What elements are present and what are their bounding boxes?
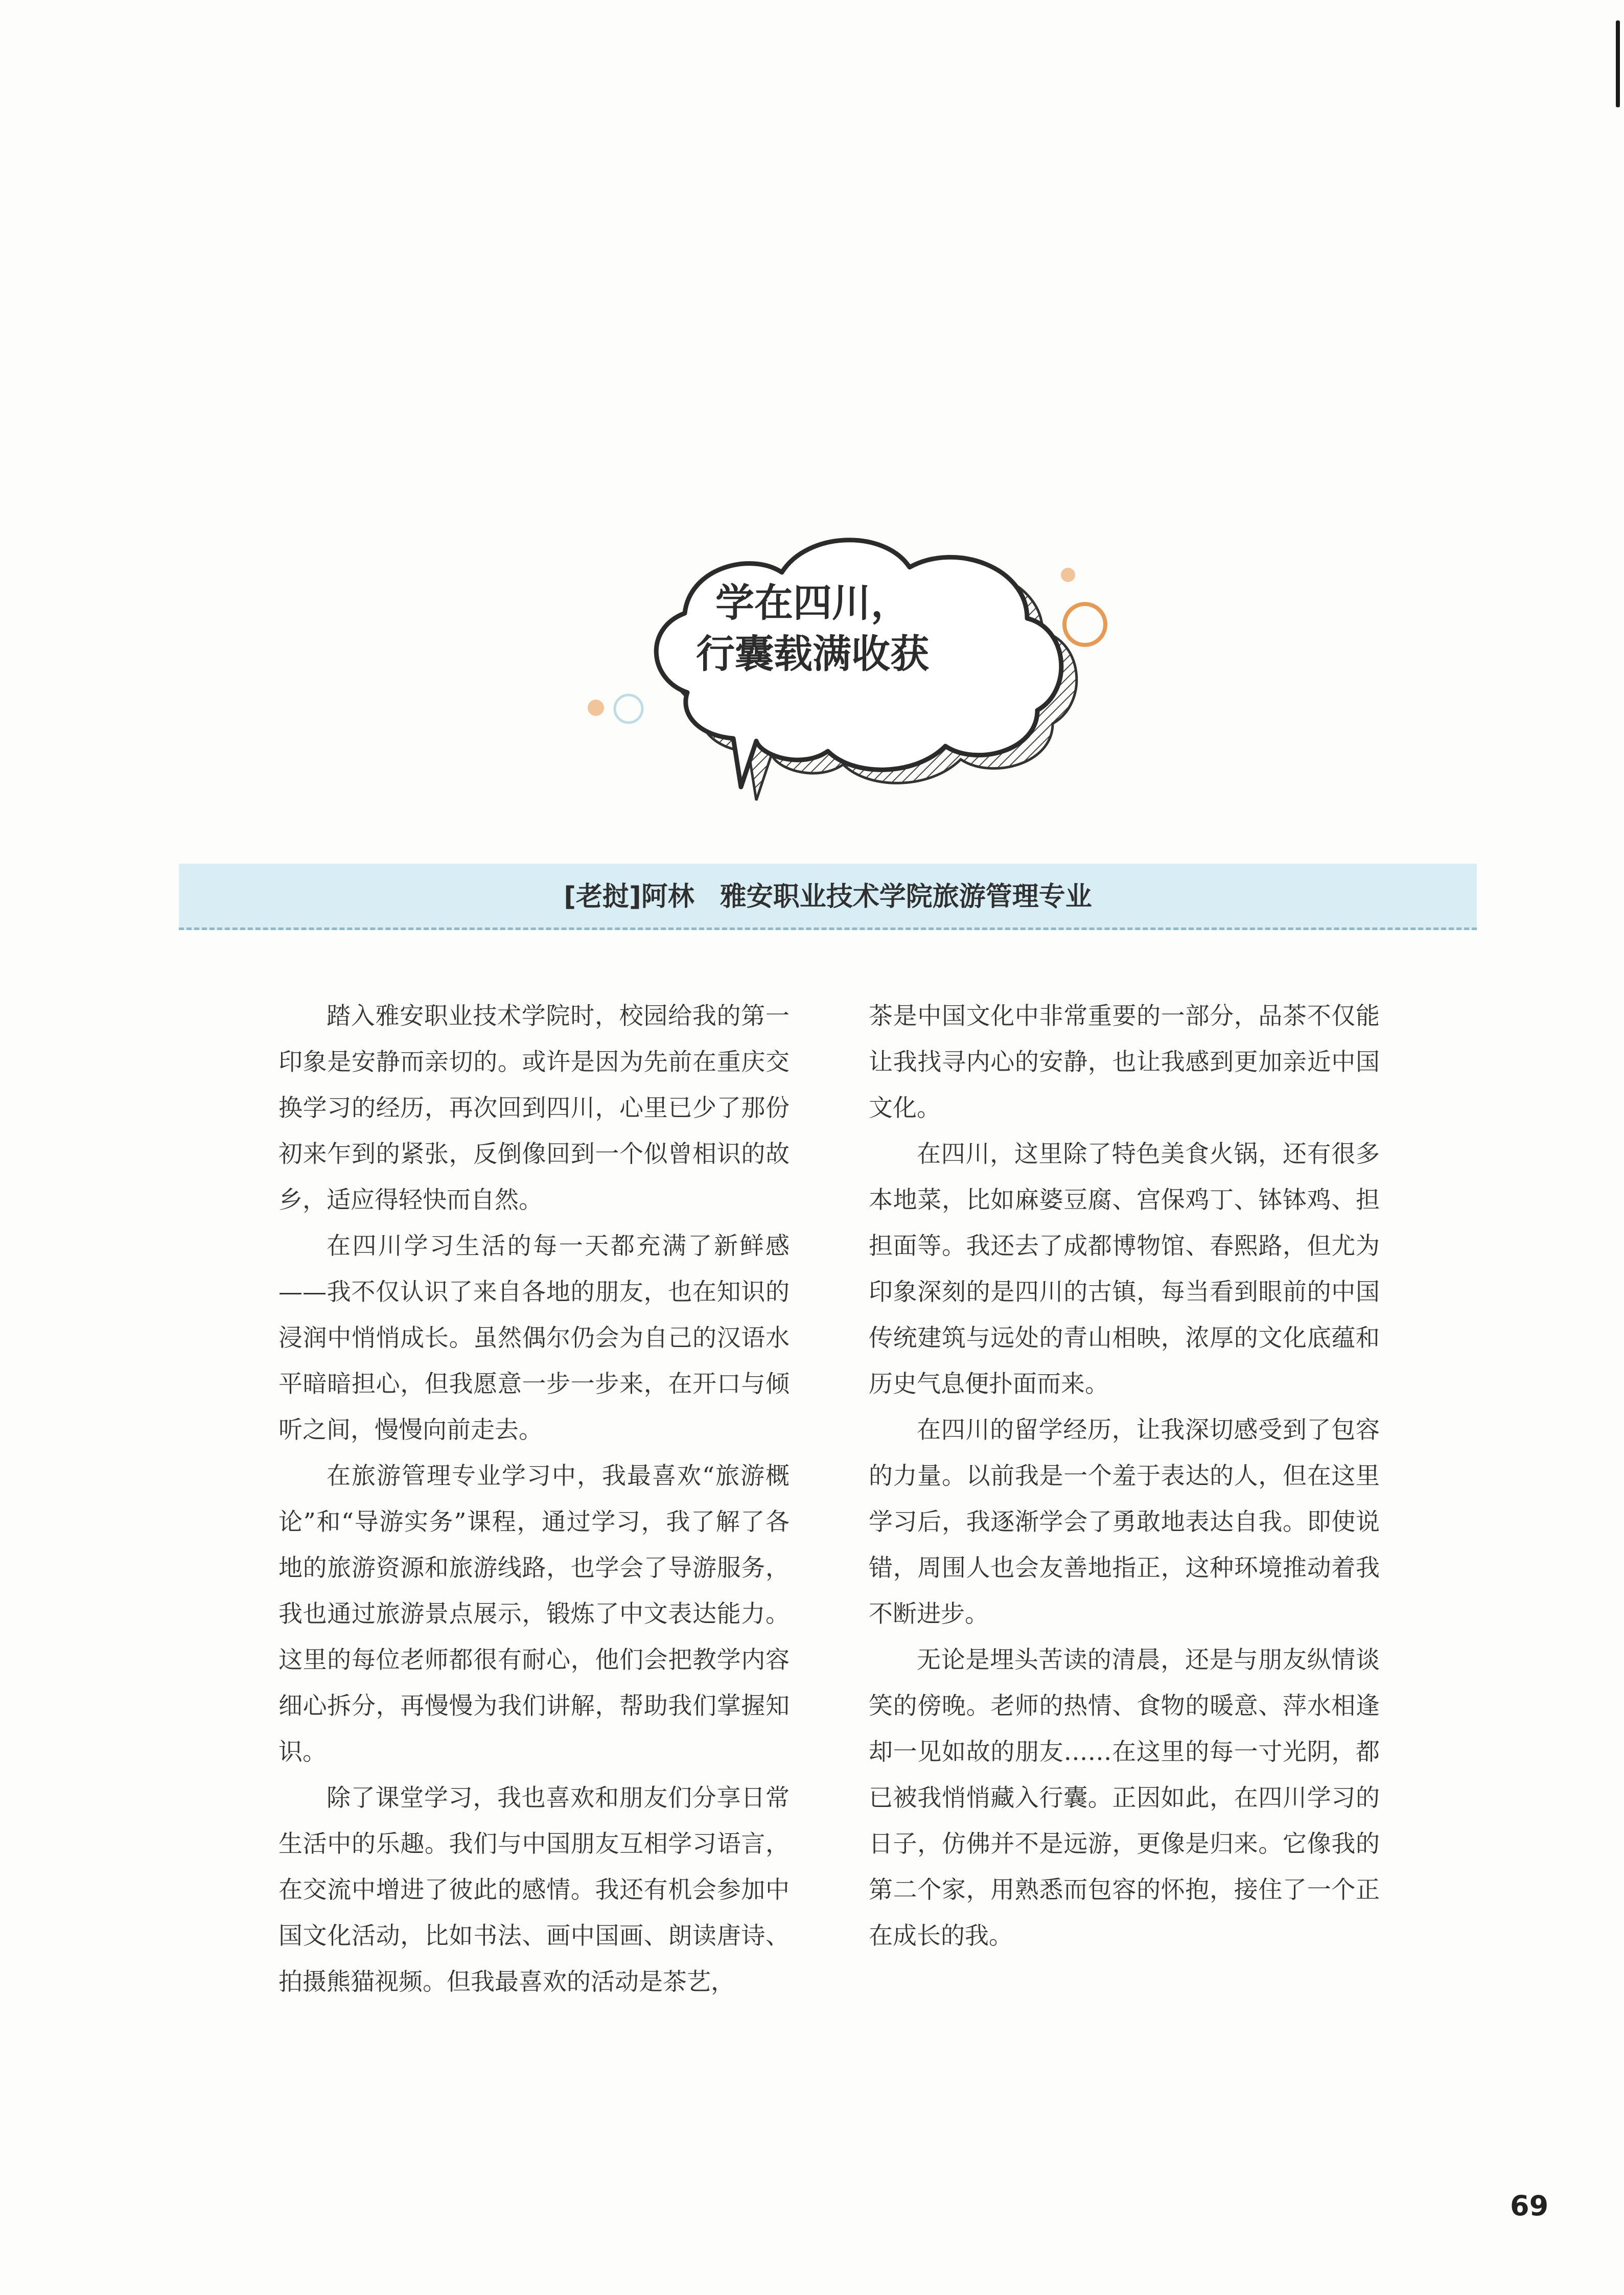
orange-dot-decoration-left <box>588 700 604 716</box>
paragraph: 在四川学习生活的每一天都充满了新鲜感——我不仅认识了来自各地的朋友，也在知识的浸润中悄悄成长。虽然偶尔仍会为自己的汉语水平暗暗担心，但我愿意一步一步来，在开口与倾听之间，慢慢向前走去。 <box>279 1232 790 1444</box>
paragraph: 除了课堂学习，我也喜欢和朋友们分享日常生活中的乐趣。我们与中国朋友互相学习语言，在交流中增进了彼此的感情。我还有机会参加中国文化活动，比如书法、画中国画、朗读唐诗、拍摄熊猫视频。但我最喜欢的活动是茶艺， <box>279 1784 790 1996</box>
blue-ring-decoration <box>615 695 642 723</box>
paragraph: 无论是埋头苦读的清晨，还是与朋友纵情谈笑的傍晚。老师的热情、食物的暖意、萍水相逢却一见如故的朋友……在这里的每一寸光阴，都已被我悄悄藏入行囊。正因如此，在四川学习的日子，仿佛并不是远游，更像是归来。它像我的第二个家，用熟悉而包容的怀抱，接住了一个正在成长的我。 <box>869 1646 1380 1950</box>
dashed-divider <box>179 928 1477 930</box>
author-name: [老挝]阿林 <box>564 882 694 912</box>
author-band <box>179 864 1477 930</box>
paragraph: 踏入雅安职业技术学院时，校园给我的第一印象是安静而亲切的。或许是因为先前在重庆交换学习的经历，再次回到四川，心里已少了那份初来乍到的紧张，反倒像回到一个似曾相识的故乡，适应得轻快而自然。 <box>279 1002 790 1214</box>
paragraph-continued: 茶是中国文化中非常重要的一部分，品茶不仅能让我找寻内心的安静，也让我感到更加亲近中国文化。 <box>869 1002 1380 1122</box>
paragraph: 在四川的留学经历，让我深切感受到了包容的力量。以前我是一个羞于表达的人，但在这里学习后，我逐渐学会了勇敢地表达自我。即使说错，周围人也会友善地指正，这种环境推动着我不断进步。 <box>869 1416 1380 1628</box>
orange-ring-decoration <box>1064 604 1105 645</box>
article-title <box>659 577 966 680</box>
byline <box>179 879 1477 915</box>
body-column-right <box>869 993 1380 1959</box>
orange-dot-decoration <box>1061 568 1075 582</box>
title-line-2: 行囊载满收获 <box>696 631 929 677</box>
title-line-1: 学在四川， <box>715 580 910 625</box>
body-column-left <box>279 993 790 2005</box>
author-affiliation: 雅安职业技术学院旅游管理专业 <box>720 882 1092 912</box>
page-edge-mark <box>1616 20 1620 107</box>
paragraph: 在旅游管理专业学习中，我最喜欢“旅游概论”和“导游实务”课程，通过学习，我了解了各地的旅游资源和旅游线路，也学会了导游服务，我也通过旅游景点展示，锻炼了中文表达能力。这里的每位老师都很有耐心，他们会把教学内容细心拆分，再慢慢为我们讲解，帮助我们掌握知识。 <box>279 1462 790 1766</box>
paragraph: 在四川，这里除了特色美食火锅，还有很多本地菜，比如麻婆豆腐、宫保鸡丁、钵钵鸡、担担面等。我还去了成都博物馆、春熙路，但尤为印象深刻的是四川的古镇，每当看到眼前的中国传统建筑与远处的青山相映，浓厚的文化底蕴和历史气息便扑面而来。 <box>869 1140 1380 1398</box>
page-number: 69 <box>1510 2190 1549 2222</box>
